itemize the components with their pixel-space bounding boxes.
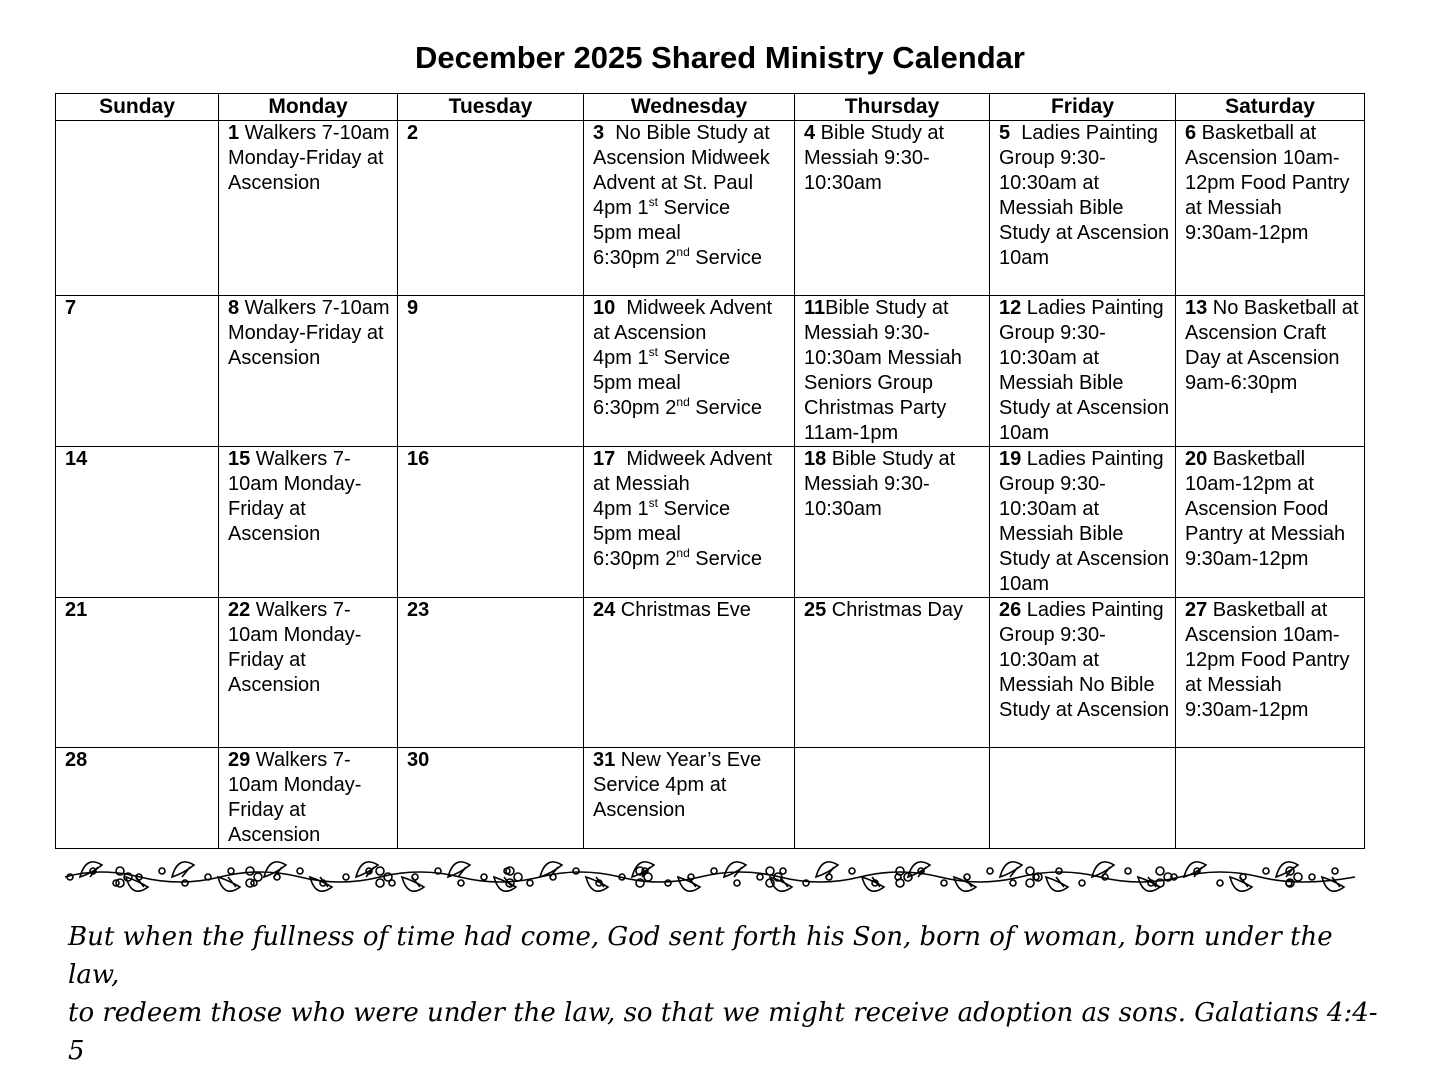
day-number: 20 bbox=[1185, 448, 1208, 470]
holly-garland-decoration bbox=[60, 847, 1360, 905]
day-cell bbox=[795, 748, 990, 849]
day-cell bbox=[990, 598, 1176, 748]
ordinal-suffix: st bbox=[648, 195, 658, 209]
event-text: New Year’s Eve Service 4pm at Ascension bbox=[593, 749, 767, 821]
service-text: 6:30pm 2 bbox=[593, 548, 677, 570]
week-row bbox=[56, 598, 1365, 748]
service-text: Service bbox=[657, 197, 731, 219]
service-text: 5pm meal bbox=[593, 523, 681, 545]
event-text: No Basketball at Ascension Craft Day at Ascension 9am-6:30pm bbox=[1185, 297, 1363, 394]
event-text: Walkers 7-10am Monday-Friday at Ascension bbox=[228, 297, 396, 369]
day-number: 15 bbox=[228, 448, 251, 470]
week-row bbox=[56, 296, 1365, 447]
day-cell bbox=[1176, 447, 1365, 598]
header-saturday: Saturday bbox=[1176, 94, 1365, 121]
day-number: 1 bbox=[228, 122, 240, 144]
ordinal-suffix: nd bbox=[676, 245, 690, 259]
day-number: 22 bbox=[228, 599, 251, 621]
event-text: Ladies Painting Group 9:30-10:30am at Messiah No Bible Study at Ascension bbox=[999, 599, 1170, 721]
day-number: 30 bbox=[407, 749, 430, 771]
service-text: 4pm 1 bbox=[593, 498, 649, 520]
service-text: 6:30pm 2 bbox=[593, 247, 677, 269]
service-text: 4pm 1 bbox=[593, 347, 649, 369]
bible-verse bbox=[68, 918, 1388, 1070]
day-cell bbox=[584, 598, 795, 748]
ordinal-suffix: st bbox=[648, 345, 658, 359]
event-text: Ladies Painting Group 9:30-10:30am at Messiah Bible Study at Ascension 10am bbox=[999, 297, 1175, 444]
ordinal-suffix: nd bbox=[676, 395, 690, 409]
day-number: 31 bbox=[593, 749, 616, 771]
day-number: 4 bbox=[804, 122, 816, 144]
weekday-header-row bbox=[56, 94, 1365, 121]
event-text: Basketball 10am-12pm at Ascension Food Pantry at Messiah 9:30am-12pm bbox=[1185, 448, 1351, 570]
day-number: 9 bbox=[407, 297, 419, 319]
day-cell bbox=[990, 296, 1176, 447]
service-text: Service bbox=[689, 247, 762, 269]
event-text: Ladies Painting Group 9:30-10:30am at Messiah Bible Study at Ascension 10am bbox=[999, 448, 1175, 595]
day-number: 16 bbox=[407, 448, 430, 470]
event-text: Midweek Advent at Messiah bbox=[593, 448, 778, 495]
day-number: 17 bbox=[593, 448, 616, 470]
day-cell bbox=[398, 447, 584, 598]
day-cell bbox=[219, 748, 398, 849]
day-number: 28 bbox=[65, 749, 88, 771]
day-cell bbox=[398, 748, 584, 849]
day-cell bbox=[584, 748, 795, 849]
day-number: 26 bbox=[999, 599, 1022, 621]
day-number: 24 bbox=[593, 599, 616, 621]
header-monday: Monday bbox=[219, 94, 398, 121]
event-text: Christmas Day bbox=[826, 599, 963, 621]
event-text: Walkers 7-10am Monday-Friday at Ascension bbox=[228, 122, 396, 194]
day-number: 2 bbox=[407, 122, 419, 144]
day-cell bbox=[56, 447, 219, 598]
service-line bbox=[593, 196, 790, 221]
service-line bbox=[593, 371, 790, 396]
service-text: Service bbox=[657, 347, 731, 369]
day-number: 19 bbox=[999, 448, 1022, 470]
day-number: 14 bbox=[65, 448, 88, 470]
day-cell bbox=[219, 598, 398, 748]
ordinal-suffix: st bbox=[648, 496, 658, 510]
day-cell bbox=[795, 296, 990, 447]
event-text: Christmas Eve bbox=[615, 599, 751, 621]
day-number: 3 bbox=[593, 122, 605, 144]
week-row bbox=[56, 748, 1365, 849]
day-number: 7 bbox=[65, 297, 77, 319]
service-line bbox=[593, 522, 790, 547]
day-number: 23 bbox=[407, 599, 430, 621]
day-cell bbox=[584, 296, 795, 447]
header-tuesday: Tuesday bbox=[398, 94, 584, 121]
week-row bbox=[56, 121, 1365, 296]
header-friday: Friday bbox=[990, 94, 1176, 121]
day-number: 8 bbox=[228, 297, 240, 319]
day-number: 29 bbox=[228, 749, 251, 771]
day-cell bbox=[990, 121, 1176, 296]
day-cell bbox=[398, 598, 584, 748]
day-number: 25 bbox=[804, 599, 827, 621]
day-cell bbox=[795, 447, 990, 598]
header-wednesday: Wednesday bbox=[584, 94, 795, 121]
day-cell bbox=[219, 121, 398, 296]
day-cell bbox=[56, 598, 219, 748]
calendar-title: December 2025 Shared Ministry Calendar bbox=[415, 40, 1025, 75]
service-text: Service bbox=[689, 397, 762, 419]
event-text: Basketball at Ascension 10am-12pm Food Pantry at Messiah 9:30am-12pm bbox=[1185, 599, 1356, 721]
service-line bbox=[593, 547, 790, 572]
event-text: Walkers 7-10am Monday-Friday at Ascension bbox=[228, 599, 362, 696]
day-cell bbox=[398, 121, 584, 296]
day-cell bbox=[219, 296, 398, 447]
service-text: 5pm meal bbox=[593, 222, 681, 244]
service-text: 4pm 1 bbox=[593, 197, 649, 219]
service-line bbox=[593, 396, 790, 421]
event-text: Basketball at Ascension 10am-12pm Food Pantry at Messiah 9:30am-12pm bbox=[1185, 122, 1356, 244]
event-text: Walkers 7-10am Monday-Friday at Ascension bbox=[228, 749, 362, 846]
service-line bbox=[593, 221, 790, 246]
day-cell bbox=[584, 447, 795, 598]
day-cell bbox=[56, 296, 219, 447]
day-cell bbox=[56, 121, 219, 296]
event-text: Midweek Advent at Ascension bbox=[593, 297, 778, 344]
service-text: Service bbox=[689, 548, 762, 570]
calendar-table bbox=[55, 93, 1365, 849]
week-row bbox=[56, 447, 1365, 598]
day-cell bbox=[990, 748, 1176, 849]
service-text: Service bbox=[657, 498, 731, 520]
day-number: 13 bbox=[1185, 297, 1208, 319]
event-text: No Bible Study at Ascension Midweek Advent at St. Paul bbox=[593, 122, 775, 194]
event-text: Bible Study at Messiah 9:30-10:30am bbox=[804, 448, 961, 520]
day-cell bbox=[795, 598, 990, 748]
service-line bbox=[593, 246, 790, 271]
day-cell bbox=[584, 121, 795, 296]
service-text: 5pm meal bbox=[593, 372, 681, 394]
verse-line-1: But when the fullness of time had come, God sent forth his Son, born of woman, born under the law, bbox=[68, 922, 1333, 990]
day-number: 10 bbox=[593, 297, 616, 319]
day-cell bbox=[56, 748, 219, 849]
header-thursday: Thursday bbox=[795, 94, 990, 121]
event-text: Bible Study at Messiah 9:30-10:30am bbox=[804, 122, 950, 194]
service-text: 6:30pm 2 bbox=[593, 397, 677, 419]
day-cell bbox=[219, 447, 398, 598]
event-text: Bible Study at Messiah 9:30-10:30am Messiah Seniors Group Christmas Party 11am-1pm bbox=[804, 297, 968, 444]
day-cell bbox=[1176, 121, 1365, 296]
day-number: 6 bbox=[1185, 122, 1197, 144]
day-cell bbox=[1176, 748, 1365, 849]
service-line bbox=[593, 497, 790, 522]
day-cell bbox=[1176, 598, 1365, 748]
day-cell bbox=[795, 121, 990, 296]
day-number: 18 bbox=[804, 448, 827, 470]
day-cell bbox=[398, 296, 584, 447]
day-number: 11 bbox=[804, 297, 826, 319]
day-number: 5 bbox=[999, 122, 1011, 144]
event-text: Ladies Painting Group 9:30-10:30am at Messiah Bible Study at Ascension 10am bbox=[999, 122, 1175, 269]
day-number: 27 bbox=[1185, 599, 1208, 621]
day-cell bbox=[1176, 296, 1365, 447]
service-line bbox=[593, 346, 790, 371]
event-text: Walkers 7-10am Monday-Friday at Ascension bbox=[228, 448, 362, 545]
ordinal-suffix: nd bbox=[676, 546, 690, 560]
header-sunday: Sunday bbox=[56, 94, 219, 121]
day-number: 12 bbox=[999, 297, 1022, 319]
day-cell bbox=[990, 447, 1176, 598]
day-number: 21 bbox=[65, 599, 88, 621]
verse-line-2: to redeem those who were under the law, so that we might receive adoption as sons. Galatians 4:4-5 bbox=[68, 998, 1378, 1066]
